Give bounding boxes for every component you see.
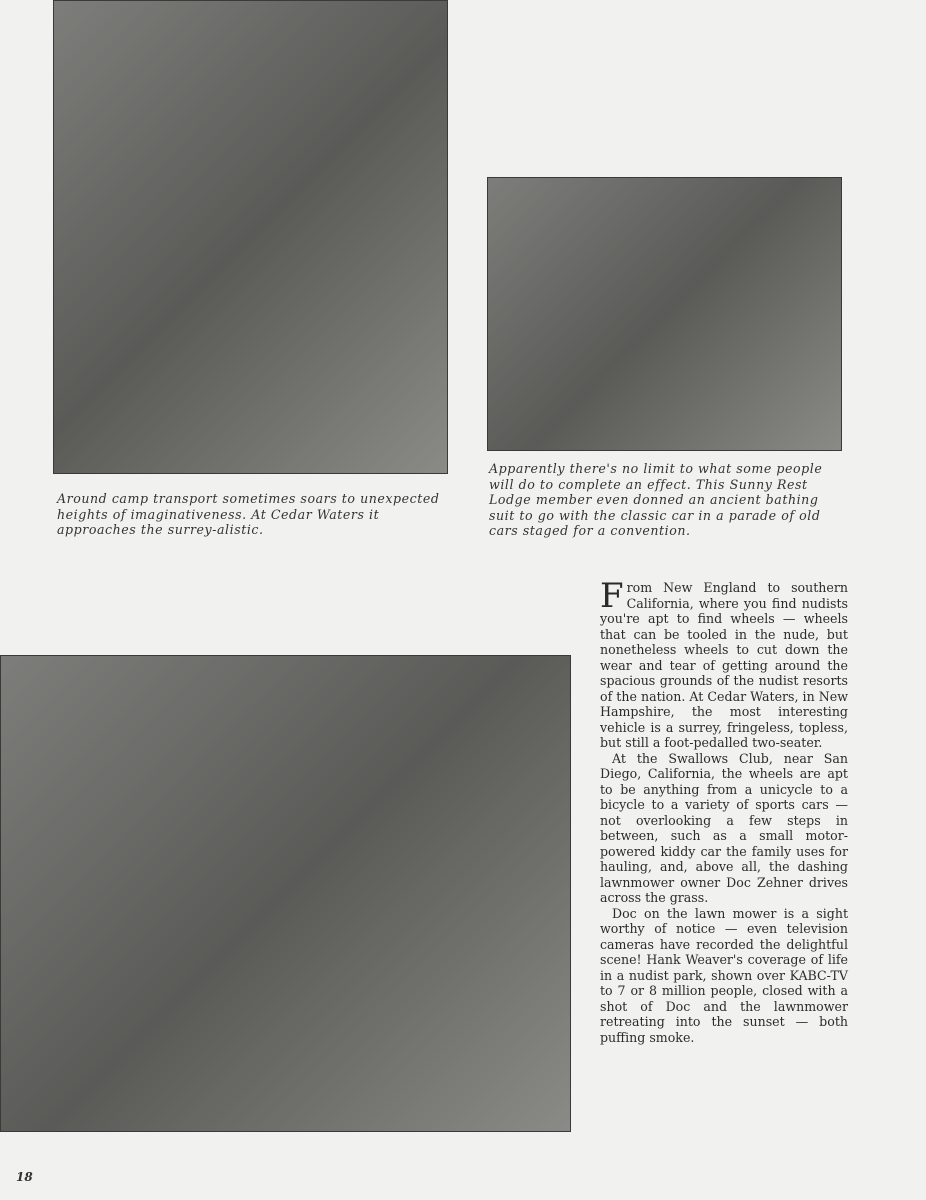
article-paragraph-2: At the Swallows Club, near San Diego, California, the wheels are apt to be anything from a unicycle to a bicycle to a variety of sports cars — not overlooking a few steps in between, such as a small motor-powered kiddy car the family uses for hauling, and, above all, the dashing lawnmower owner Doc Zehner drives across the grass. xyxy=(600,750,848,905)
article-paragraph-1 xyxy=(600,576,848,751)
article-body xyxy=(600,576,848,1045)
photo-placeholder-bottom-left xyxy=(0,655,571,1132)
photo-caption-2: Apparently there's no limit to what some people will do to complete an effect. This Sunny Rest Lodge member even donned an ancient bathing suit to go with the classic car in a parade of old cars staged for a convention. xyxy=(489,461,823,538)
article-paragraph-3: Doc on the lawn mower is a sight worthy of notice — even television cameras have recorded the delightful scene! Hank Weaver's coverage of life in a nudist park, shown over KABC-TV to 7 or 8 million people, closed with a shot of Doc and the lawnmower retreating into the sunset — both puffing smoke. xyxy=(600,905,848,1045)
photo-placeholder-top-left xyxy=(53,0,448,474)
photo-caption-1: Around camp transport sometimes soars to unexpected heights of imaginativeness. At Cedar Waters it approaches the surrey-alistic. xyxy=(57,491,440,537)
page-number: 18 xyxy=(16,1170,33,1184)
drop-cap: F xyxy=(600,576,624,616)
paragraph-text: rom New England to southern California, where you find nudists you're apt to find wheels — wheels that can be tooled in the nude, but nonetheless wheels to cut down the wear and tear of getting around the spacious grounds of the nudist resorts of the nation. At Cedar Waters, in New Hampshire, the most interesting vehicle is a surrey, fringeless, topless, but still a foot-pedalled two-seater. xyxy=(600,580,848,750)
photo-placeholder-top-right xyxy=(487,177,842,451)
